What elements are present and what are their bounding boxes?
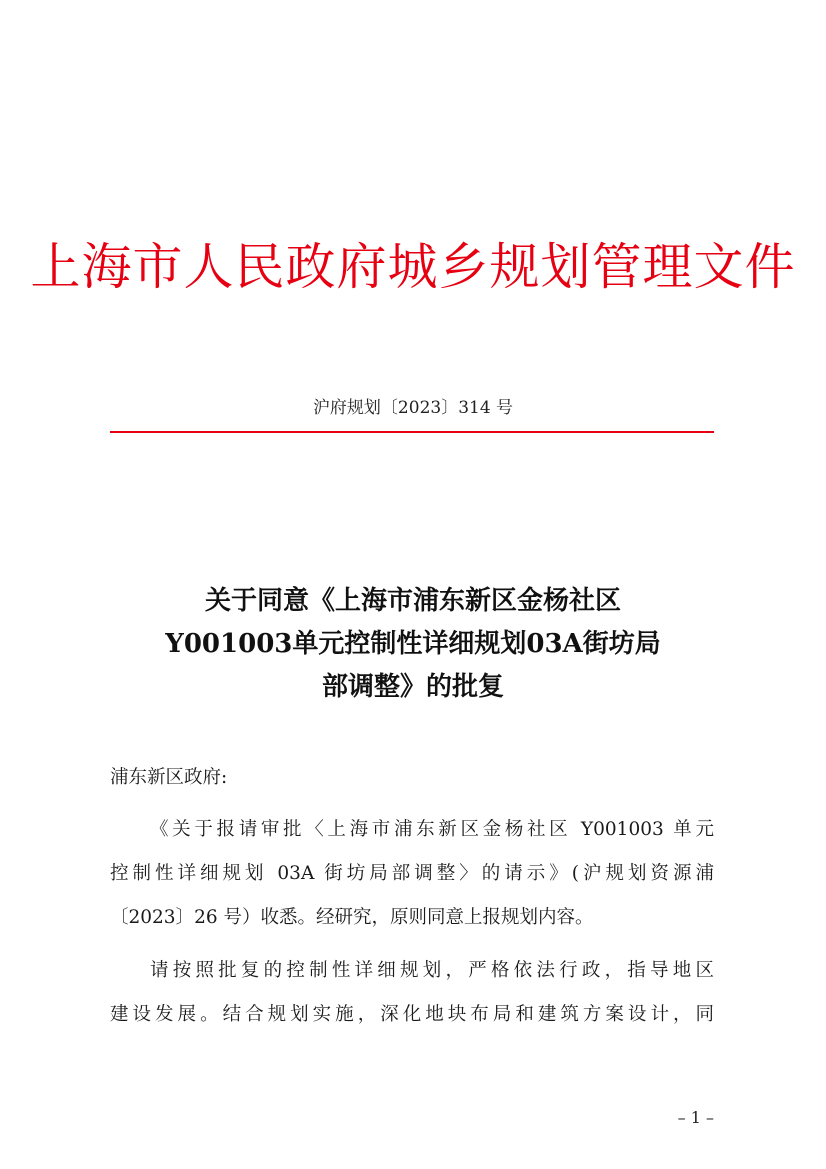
page-number: – 1 – — [677, 1108, 714, 1127]
paragraph-1-line-1: 《关于报请审批〈上海市浦东新区金杨社区 Y001003 单元 — [150, 819, 714, 840]
paragraph-2-line-1: 请按照批复的控制性详细规划，严格依法行政，指导地区 — [150, 960, 714, 981]
red-divider-line — [110, 431, 714, 433]
paragraph-1-line-2: 控制性详细规划 03A 街坊局部调整〉的请示》(沪规划资源浦 — [110, 863, 714, 884]
document-title — [0, 580, 826, 709]
salutation: 浦东新区政府: — [110, 767, 228, 788]
title-line-2: Y001003单元控制性详细规划03A街坊局 — [165, 629, 661, 659]
paragraph-2-line-2: 建设发展。结合规划实施，深化地块布局和建筑方案设计，同 — [110, 1004, 714, 1025]
paragraph-1 — [110, 808, 714, 940]
title-line-1: 关于同意《上海市浦东新区金杨社区 — [204, 586, 621, 616]
title-line-3: 部调整》的批复 — [321, 672, 504, 702]
paragraph-2 — [110, 949, 714, 1037]
masthead-title: 上海市人民政府城乡规划管理文件 — [30, 238, 796, 296]
paragraph-1-line-3: 〔2023〕26 号）收悉。经研究，原则同意上报规划内容。 — [110, 907, 594, 928]
document-number: 沪府规划〔2023〕314 号 — [312, 398, 514, 418]
